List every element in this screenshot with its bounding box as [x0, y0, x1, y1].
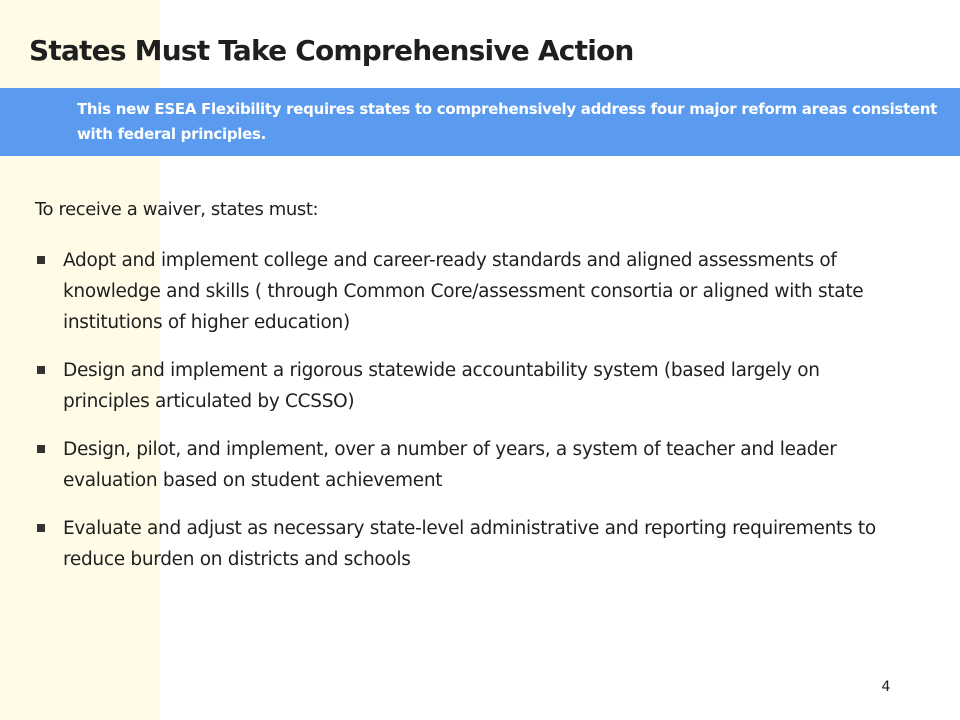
page-number: 4	[881, 679, 891, 695]
square-bullet-icon	[37, 256, 45, 264]
list-item-text: Evaluate and adjust as necessary state-level administrative and reporting requirements to reduce burden on districts and schools	[63, 518, 876, 570]
square-bullet-icon	[37, 445, 45, 453]
slide-title: States Must Take Comprehensive Action	[29, 34, 634, 67]
square-bullet-icon	[37, 524, 45, 532]
list-item-text: Adopt and implement college and career-ready standards and aligned assessments of knowledge and skills ( through Common Core/assessment consortia or aligned with state institutions of higher education)	[63, 250, 864, 333]
list-item	[0, 355, 900, 417]
list-item	[0, 434, 900, 496]
list-item	[0, 513, 900, 575]
summary-banner	[0, 88, 960, 156]
list-item	[0, 245, 900, 338]
banner-text: This new ESEA Flexibility requires states to comprehensively address four major reform areas consistent with federal principles.	[77, 100, 938, 143]
requirements-list	[0, 245, 900, 592]
list-item-text: Design, pilot, and implement, over a number of years, a system of teacher and leader evaluation based on student achievement	[63, 439, 837, 491]
square-bullet-icon	[37, 366, 45, 374]
list-item-text: Design and implement a rigorous statewide accountability system (based largely on principles articulated by CCSSO)	[63, 360, 820, 412]
intro-text: To receive a waiver, states must:	[35, 199, 319, 220]
